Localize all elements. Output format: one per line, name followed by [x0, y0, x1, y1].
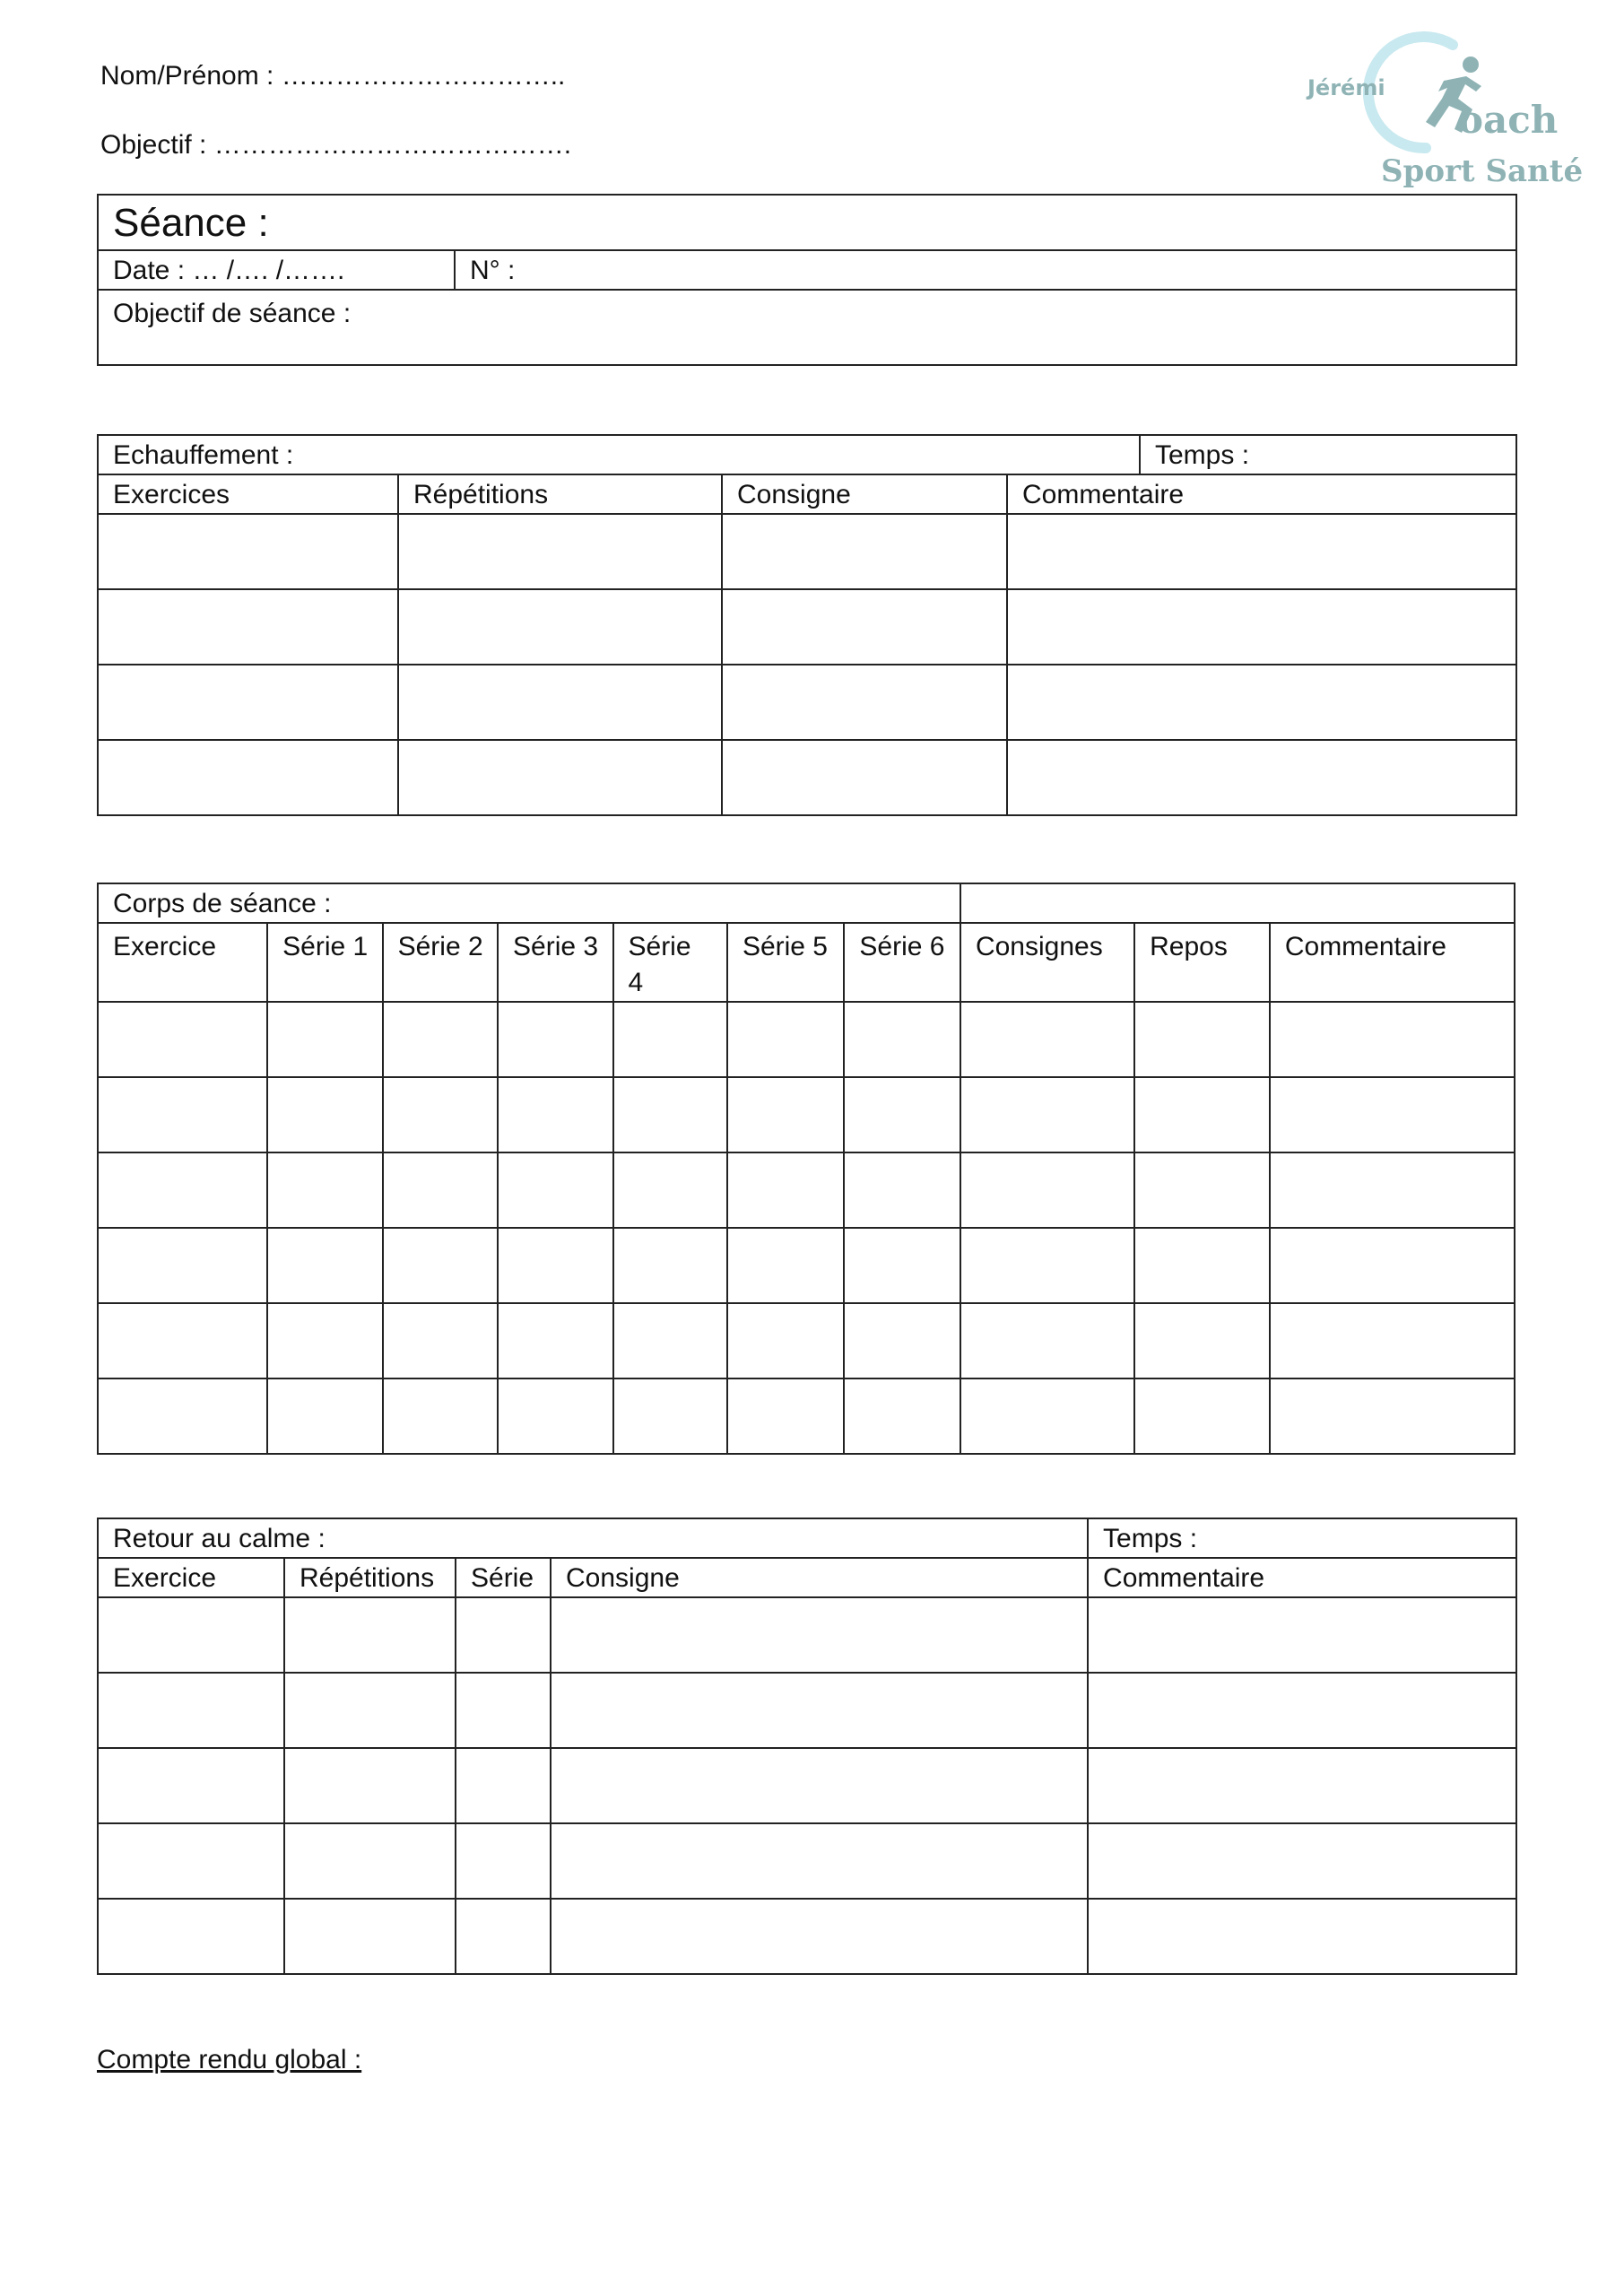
table-cell[interactable] [960, 1152, 1134, 1228]
seance-title: Séance : [98, 195, 1516, 250]
table-cell[interactable] [398, 740, 722, 815]
retour-temps[interactable]: Temps : [1088, 1518, 1516, 1558]
table-cell[interactable] [267, 1378, 382, 1454]
table-cell[interactable] [613, 1002, 727, 1077]
table-row [98, 589, 1516, 665]
table-cell[interactable] [727, 1077, 844, 1152]
table-cell[interactable] [284, 1597, 456, 1673]
table-cell[interactable] [267, 1228, 382, 1303]
col-serie-5: Série 5 [727, 923, 844, 1002]
table-cell[interactable] [1134, 1378, 1270, 1454]
table-row [98, 1303, 1515, 1378]
table-cell[interactable] [551, 1673, 1088, 1748]
table-row [98, 514, 1516, 589]
table-cell[interactable] [98, 1303, 267, 1378]
table-cell[interactable] [267, 1077, 382, 1152]
table-row [98, 1748, 1516, 1823]
date-field[interactable]: Date : … /…. /……. [98, 250, 455, 290]
table-cell[interactable] [1270, 1077, 1515, 1152]
nom-prenom-line: Nom/Prénom : ………………………….. [100, 61, 566, 91]
table-cell[interactable] [727, 1002, 844, 1077]
table-cell[interactable] [383, 1152, 498, 1228]
col-repos: Repos [1134, 923, 1270, 1002]
col-exercices: Exercices [98, 474, 398, 514]
table-cell[interactable] [498, 1002, 612, 1077]
corps-title: Corps de séance : [98, 883, 960, 923]
table-cell[interactable] [498, 1378, 612, 1454]
table-cell[interactable] [1270, 1303, 1515, 1378]
table-cell[interactable] [456, 1823, 551, 1899]
table-cell[interactable] [267, 1152, 382, 1228]
table-cell[interactable] [383, 1228, 498, 1303]
table-cell[interactable] [98, 1378, 267, 1454]
table-cell[interactable] [456, 1899, 551, 1974]
table-cell[interactable] [613, 1077, 727, 1152]
table-cell[interactable] [1007, 589, 1516, 665]
table-cell[interactable] [383, 1303, 498, 1378]
table-cell[interactable] [456, 1673, 551, 1748]
table-cell[interactable] [960, 1303, 1134, 1378]
col-commentaire: Commentaire [1007, 474, 1516, 514]
objectif-seance-field[interactable]: Objectif de séance : [98, 290, 1516, 365]
col-serie-4: Série 4 [613, 923, 727, 1002]
table-cell[interactable] [722, 740, 1007, 815]
col-exercice: Exercice [98, 923, 267, 1002]
col-exercice: Exercice [98, 1558, 284, 1597]
col-repetitions: Répétitions [284, 1558, 456, 1597]
table-cell[interactable] [1134, 1303, 1270, 1378]
table-cell[interactable] [551, 1899, 1088, 1974]
runner-logo-icon [1291, 27, 1587, 197]
table-cell[interactable] [98, 1748, 284, 1823]
table-cell[interactable] [398, 665, 722, 740]
table-cell[interactable] [1007, 514, 1516, 589]
table-cell[interactable] [284, 1899, 456, 1974]
table-cell[interactable] [1007, 665, 1516, 740]
table-cell[interactable] [498, 1077, 612, 1152]
table-cell[interactable] [1134, 1077, 1270, 1152]
table-cell[interactable] [1134, 1228, 1270, 1303]
table-cell[interactable] [498, 1303, 612, 1378]
table-cell[interactable] [98, 1673, 284, 1748]
table-cell[interactable] [551, 1823, 1088, 1899]
echauffement-temps[interactable]: Temps : [1140, 435, 1516, 474]
logo-word: oach [1458, 98, 1559, 142]
table-cell[interactable] [398, 514, 722, 589]
table-cell[interactable] [498, 1152, 612, 1228]
table-cell[interactable] [1088, 1823, 1516, 1899]
table-row [98, 1228, 1515, 1303]
table-cell[interactable] [98, 514, 398, 589]
table-cell[interactable] [98, 589, 398, 665]
table-cell[interactable] [1088, 1899, 1516, 1974]
table-cell[interactable] [613, 1228, 727, 1303]
table-cell[interactable] [98, 1597, 284, 1673]
table-cell[interactable] [722, 665, 1007, 740]
table-cell[interactable] [1088, 1748, 1516, 1823]
table-cell[interactable] [727, 1378, 844, 1454]
table-cell[interactable] [456, 1748, 551, 1823]
table-cell[interactable] [960, 1002, 1134, 1077]
table-cell[interactable] [284, 1748, 456, 1823]
table-cell[interactable] [267, 1002, 382, 1077]
table-row [98, 1823, 1516, 1899]
table-cell[interactable] [267, 1303, 382, 1378]
table-cell[interactable] [613, 1378, 727, 1454]
table-cell[interactable] [383, 1077, 498, 1152]
table-cell[interactable] [844, 1228, 960, 1303]
table-cell[interactable] [727, 1228, 844, 1303]
corps-table [97, 883, 1515, 1455]
col-serie: Série [456, 1558, 551, 1597]
col-commentaire: Commentaire [1270, 923, 1515, 1002]
table-cell[interactable] [960, 1378, 1134, 1454]
table-cell[interactable] [722, 589, 1007, 665]
retour-title: Retour au calme : [98, 1518, 1088, 1558]
table-cell[interactable] [284, 1673, 456, 1748]
table-cell[interactable] [844, 1077, 960, 1152]
logo-subtitle: Sport Santé [1381, 153, 1584, 189]
table-cell[interactable] [551, 1597, 1088, 1673]
table-row [98, 1077, 1515, 1152]
col-serie-2: Série 2 [383, 923, 498, 1002]
table-row [98, 1673, 1516, 1748]
table-row [98, 1597, 1516, 1673]
table-cell[interactable] [98, 1228, 267, 1303]
table-cell[interactable] [727, 1152, 844, 1228]
table-cell[interactable] [960, 1077, 1134, 1152]
table-cell[interactable] [613, 1152, 727, 1228]
logo-name: Jérémi [1307, 75, 1385, 100]
table-cell[interactable] [98, 1823, 284, 1899]
table-row [98, 665, 1516, 740]
numero-field[interactable]: N° : [455, 250, 1516, 290]
table-cell[interactable] [98, 665, 398, 740]
table-row [98, 1899, 1516, 1974]
table-row [98, 740, 1516, 815]
table-cell[interactable] [98, 1002, 267, 1077]
table-cell[interactable] [1134, 1152, 1270, 1228]
table-cell[interactable] [844, 1152, 960, 1228]
table-cell[interactable] [383, 1002, 498, 1077]
echauffement-table [97, 434, 1517, 816]
table-cell[interactable] [98, 740, 398, 815]
col-serie-3: Série 3 [498, 923, 612, 1002]
col-serie-6: Série 6 [844, 923, 960, 1002]
col-consignes: Consignes [960, 923, 1134, 1002]
table-cell[interactable] [1134, 1002, 1270, 1077]
table-cell[interactable] [284, 1823, 456, 1899]
echauffement-title: Echauffement : [98, 435, 1140, 474]
table-cell[interactable] [1270, 1002, 1515, 1077]
table-cell[interactable] [98, 1899, 284, 1974]
table-row [98, 1378, 1515, 1454]
col-repetitions: Répétitions [398, 474, 722, 514]
table-cell[interactable] [1270, 1378, 1515, 1454]
table-cell[interactable] [398, 589, 722, 665]
coach-logo [1291, 27, 1587, 197]
corps-right-cell[interactable] [960, 883, 1515, 923]
table-cell[interactable] [613, 1303, 727, 1378]
table-cell[interactable] [844, 1303, 960, 1378]
table-row [98, 1152, 1515, 1228]
table-cell[interactable] [98, 1077, 267, 1152]
col-consigne: Consigne [722, 474, 1007, 514]
seance-table [97, 194, 1517, 366]
table-cell[interactable] [383, 1378, 498, 1454]
col-consigne: Consigne [551, 1558, 1088, 1597]
table-cell[interactable] [844, 1378, 960, 1454]
table-cell[interactable] [1088, 1673, 1516, 1748]
table-cell[interactable] [456, 1597, 551, 1673]
table-cell[interactable] [960, 1228, 1134, 1303]
table-cell[interactable] [722, 514, 1007, 589]
table-row [98, 1002, 1515, 1077]
table-cell[interactable] [1270, 1228, 1515, 1303]
retour-table [97, 1518, 1517, 1975]
table-cell[interactable] [551, 1748, 1088, 1823]
col-serie-1: Série 1 [267, 923, 382, 1002]
table-cell[interactable] [1270, 1152, 1515, 1228]
table-cell[interactable] [727, 1303, 844, 1378]
table-cell[interactable] [1088, 1597, 1516, 1673]
table-cell[interactable] [844, 1002, 960, 1077]
objectif-line: Objectif : …………………………………. [100, 130, 572, 160]
table-cell[interactable] [98, 1152, 267, 1228]
table-cell[interactable] [498, 1228, 612, 1303]
compte-rendu-heading: Compte rendu global : [97, 2045, 362, 2074]
table-cell[interactable] [1007, 740, 1516, 815]
col-commentaire: Commentaire [1088, 1558, 1516, 1597]
